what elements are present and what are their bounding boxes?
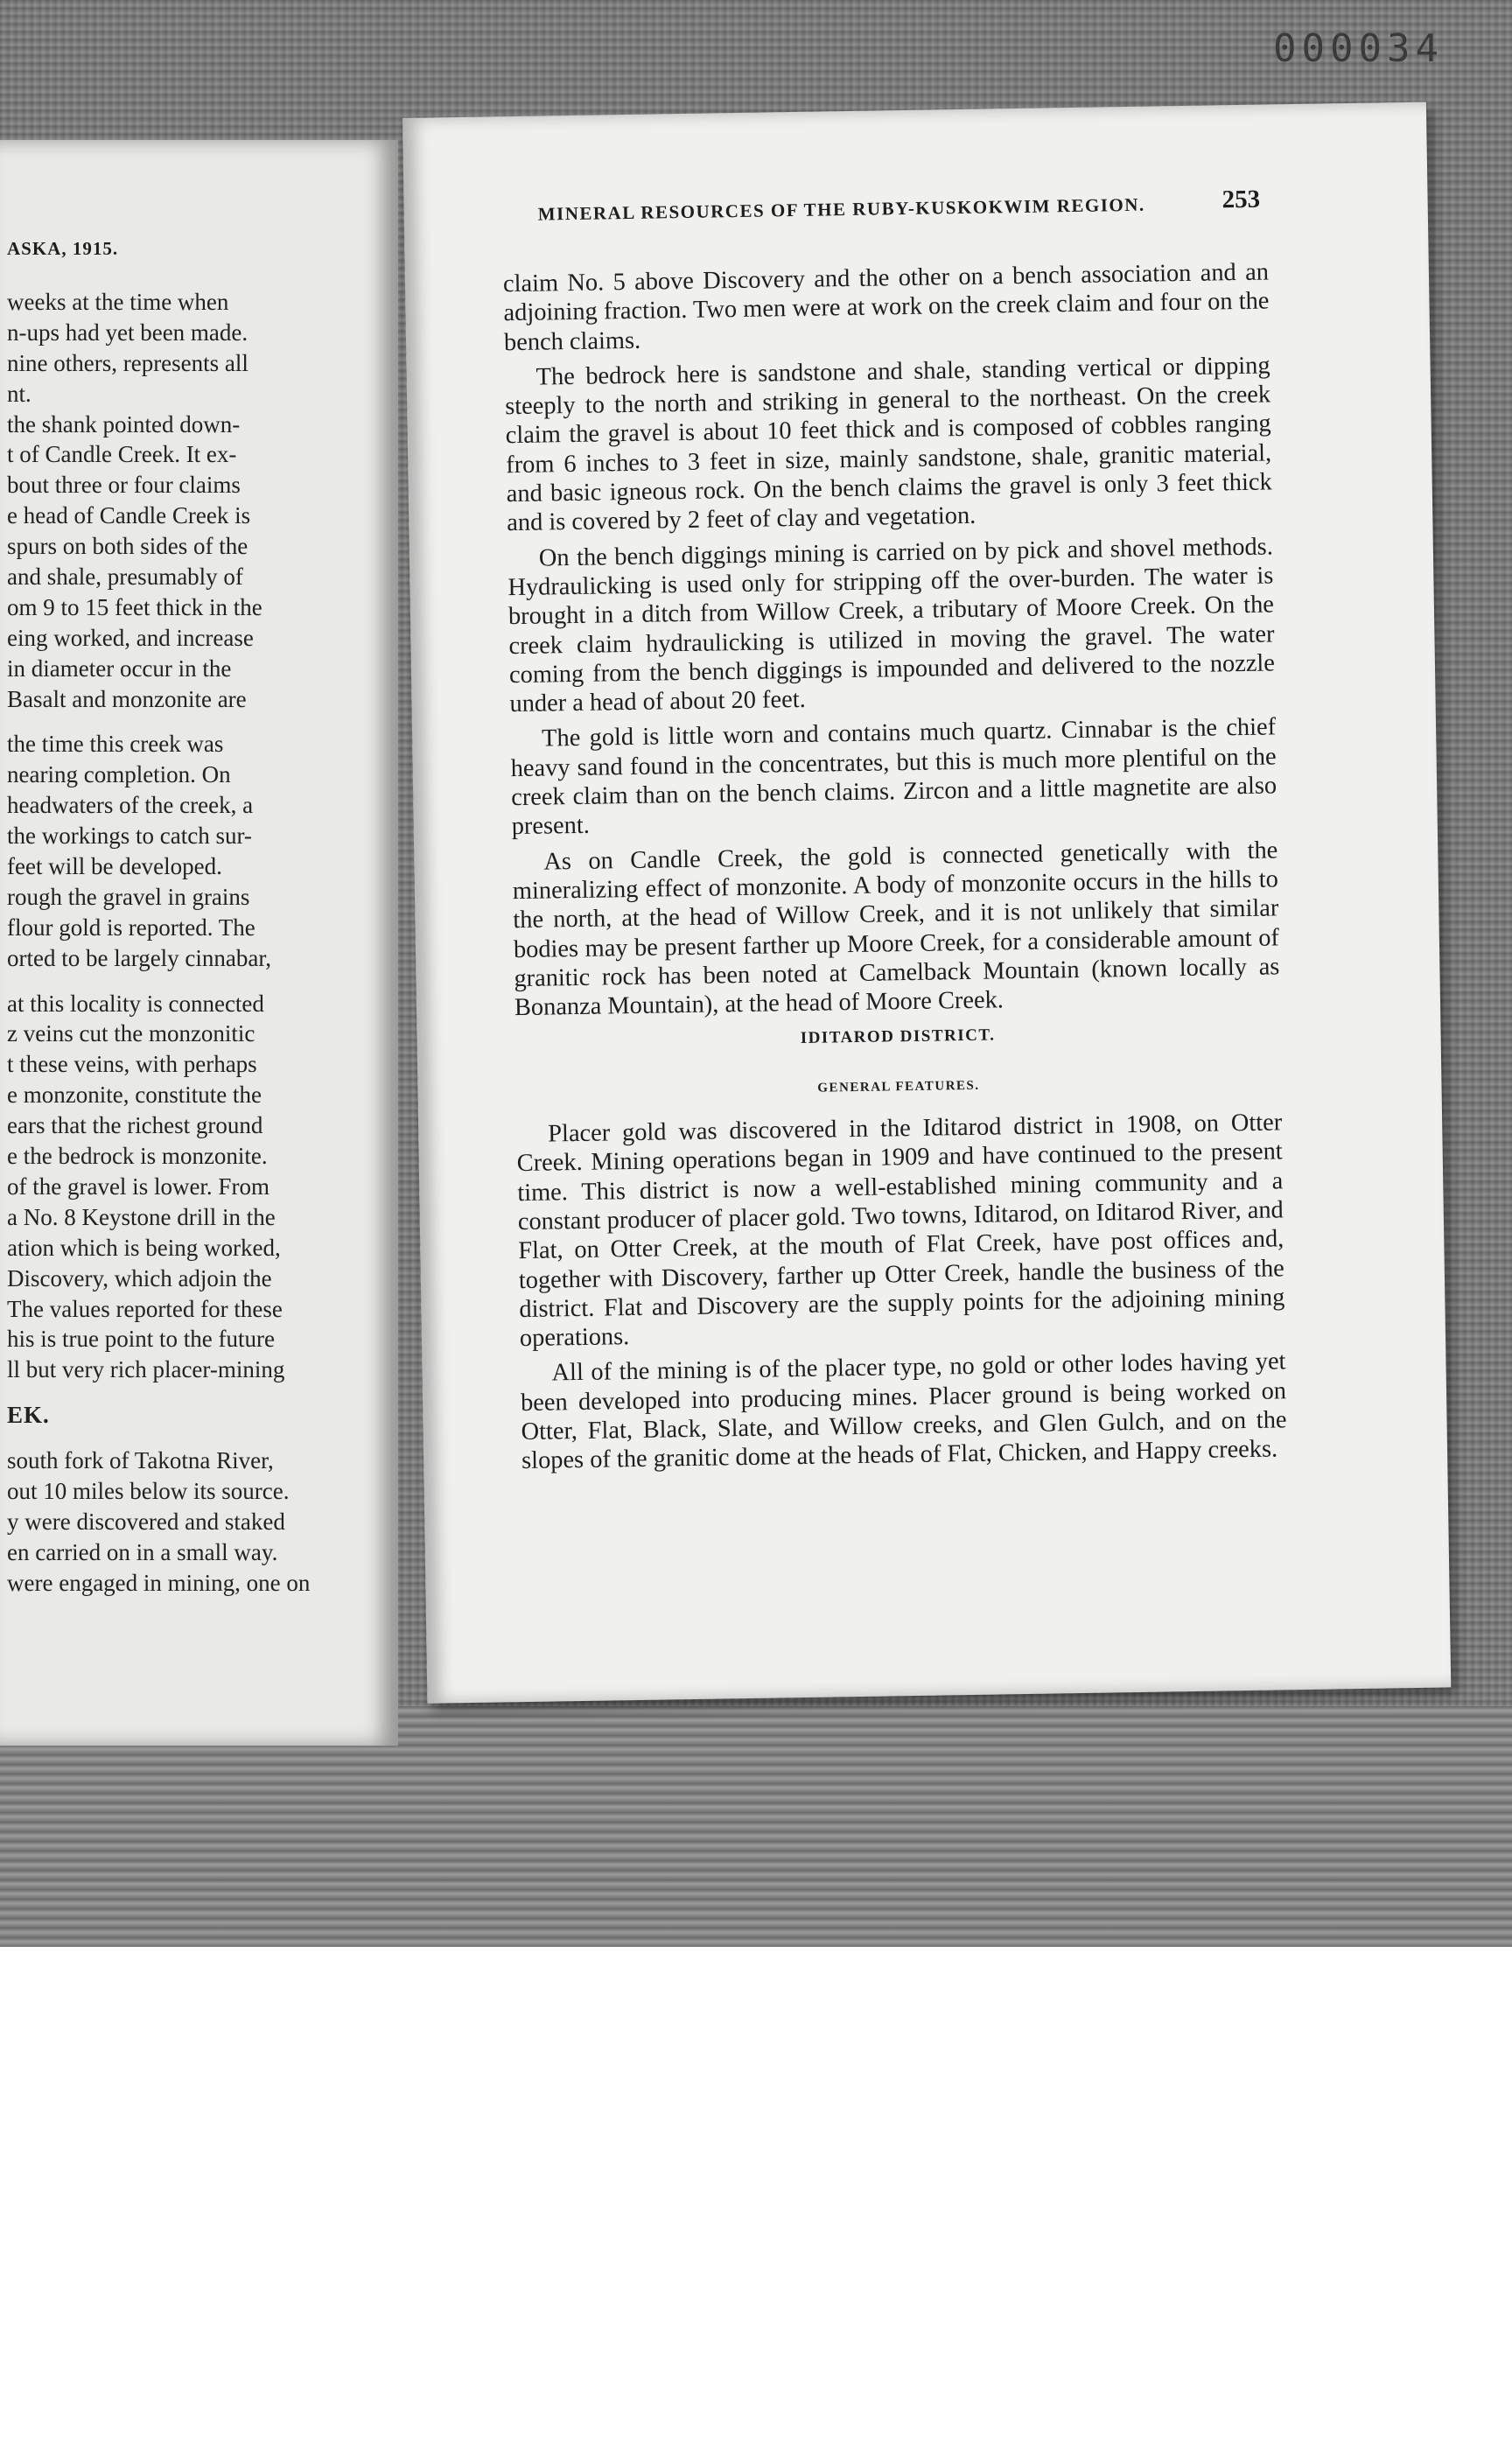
left-text-line: n-ups had yet been made. — [7, 318, 248, 346]
left-text-line: ation which is being worked, — [7, 1234, 281, 1261]
left-text-line: south fork of Takotna River, — [7, 1447, 274, 1474]
paragraph: Placer gold was discovered in the Iditarod district in 1908, on Otter Creek. Mining operations began in 1909 and have continued to the present time. This district is now a well-established mining community and a constant producer of placer gold. Two towns, Iditarod, on Iditarod River, and Flat, on Otter Creek, at the mouth of Flat Creek, have post offices and, together with Discovery, farther up Otter Creek, handle the business of the district. Flat and Discovery are the supply points for the adjoining mining operations. — [516, 1109, 1285, 1353]
sub-heading: GENERAL FEATURES. — [817, 1078, 980, 1096]
page-number: 253 — [1222, 185, 1261, 214]
line-gap — [7, 1385, 392, 1400]
paragraph: All of the mining is of the placer type, no gold or other lodes having yet been developed into producing mines. Placer ground is being worked on Otter, Flat, Black, Slate, and Willow creeks, and Glen Gulch, and on the slopes of the granitic dome at the heads of Flat, Chicken, and Happy creeks. — [520, 1348, 1287, 1475]
paragraph: The bedrock here is sandstone and shale, standing vertical or dipping steeply to the north and striking in general to the northeast. On the creek claim the gravel is about 10 feet thick and is composed of cobbles ranging from 6 inches to 3 feet in size, mainly sandstone, shale, granitic material, and basic igneous rock. On the bench claims the gravel is only 3 feet thick and is covered by 2 feet of clay and vegetation. — [504, 352, 1272, 537]
paragraph: The gold is little worn and contains much quartz. Cinnabar is the chief heavy sand found in the concentrates, but this is much more plentiful on the creek claim than on the bench claims. Zircon and a little magnetite are also present. — [510, 713, 1278, 841]
left-text-line: t these veins, with perhaps — [7, 1051, 257, 1078]
left-page — [0, 140, 398, 1746]
left-text-line: the shank pointed down- — [7, 410, 241, 438]
left-text-line: were engaged in mining, one on — [7, 1569, 311, 1596]
left-text-line: out 10 miles below its source. — [7, 1477, 290, 1504]
left-text-line: the workings to catch sur- — [7, 822, 252, 850]
left-text-line: nine others, represents all — [7, 349, 248, 376]
right-page — [402, 102, 1451, 1704]
left-text-line: y were discovered and staked — [7, 1508, 285, 1535]
left-text-line: at this locality is connected — [7, 990, 264, 1017]
left-text-line: e the bedrock is monzonite. — [7, 1143, 268, 1170]
left-text-line: ll but very rich placer-mining — [7, 1356, 285, 1383]
frame-number: 000034 — [1273, 26, 1444, 71]
page-body — [503, 257, 1288, 1481]
left-text-line: and shale, presumably of — [7, 564, 243, 591]
left-page-text — [7, 287, 392, 1599]
left-text-line: the time this creek was — [7, 731, 224, 758]
left-text-line: om 9 to 15 feet thick in the — [7, 593, 262, 620]
running-head: MINERAL RESOURCES OF THE RUBY-KUSKOKWIM REGION. — [537, 193, 1145, 225]
left-text-line: his is true point to the future — [7, 1326, 275, 1353]
left-page-header: ASKA, 1915. — [7, 238, 119, 259]
left-text-line: flour gold is reported. The — [7, 914, 256, 941]
left-text-line: ears that the richest ground — [7, 1112, 263, 1139]
line-gap — [7, 974, 392, 989]
left-text-line: eing worked, and increase — [7, 624, 254, 651]
left-text-line: t of Candle Creek. It ex- — [7, 441, 237, 468]
paragraph: On the bench diggings mining is carried on by pick and shovel methods. Hydraulicking is used only for stripping off the over-burden. The water is brought in a ditch from Willow Creek, a tributary of Moore Creek. On the creek claim hydraulicking is utilized in moving the gravel. The water coming from the bench diggings is impounded and delivered to the nozzle under a head of about 20 feet. — [508, 533, 1276, 718]
paragraph: As on Candle Creek, the gold is connected genetically with the mineralizing effect of monzonite. A body of monzonite occurs in the hills to the north, at the head of Willow Creek, and it is not unlikely that similar bodies may be present farther up Moore Creek, for a considerable amount of granitic rock has been noted at Camelback Mountain (known locally as Bonanza Mountain), at the head of Moore Creek. — [512, 836, 1280, 1022]
left-text-line: nt. — [7, 380, 32, 407]
left-text-line: a No. 8 Keystone drill in the — [7, 1203, 276, 1230]
left-text-line: in diameter occur in the — [7, 654, 232, 682]
left-text-line: spurs on both sides of the — [7, 533, 248, 560]
left-text-line: Basalt and monzonite are — [7, 685, 247, 712]
section-heading: IDITAROD DISTRICT. — [800, 1026, 996, 1048]
left-text-line: e monzonite, constitute the — [7, 1082, 262, 1109]
left-text-line: weeks at the time when — [7, 289, 229, 315]
left-text-line: feet will be developed. — [7, 853, 222, 880]
left-text-line: e head of Candle Creek is — [7, 502, 251, 529]
left-text-line: headwaters of the creek, a — [7, 792, 254, 819]
left-text-line: EK. — [7, 1402, 50, 1429]
left-text-line: z veins cut the monzonitic — [7, 1020, 256, 1047]
paragraph: claim No. 5 above Discovery and the other on a bench association and an adjoining fraction. Two men were at work on the creek claim and four on the bench claims. — [502, 258, 1270, 356]
line-gap — [7, 714, 392, 729]
line-gap — [7, 1431, 392, 1446]
left-text-line: Discovery, which adjoin the — [7, 1264, 272, 1292]
left-text-line: orted to be largely cinnabar, — [7, 944, 272, 971]
left-text-line: nearing completion. On — [7, 761, 231, 788]
left-text-line: rough the gravel in grains — [7, 883, 250, 910]
left-text-line: The values reported for these — [7, 1295, 283, 1322]
left-text-line: of the gravel is lower. From — [7, 1172, 270, 1200]
left-text-line: bout three or four claims — [7, 472, 241, 499]
left-text-line: en carried on in a small way. — [7, 1538, 278, 1565]
